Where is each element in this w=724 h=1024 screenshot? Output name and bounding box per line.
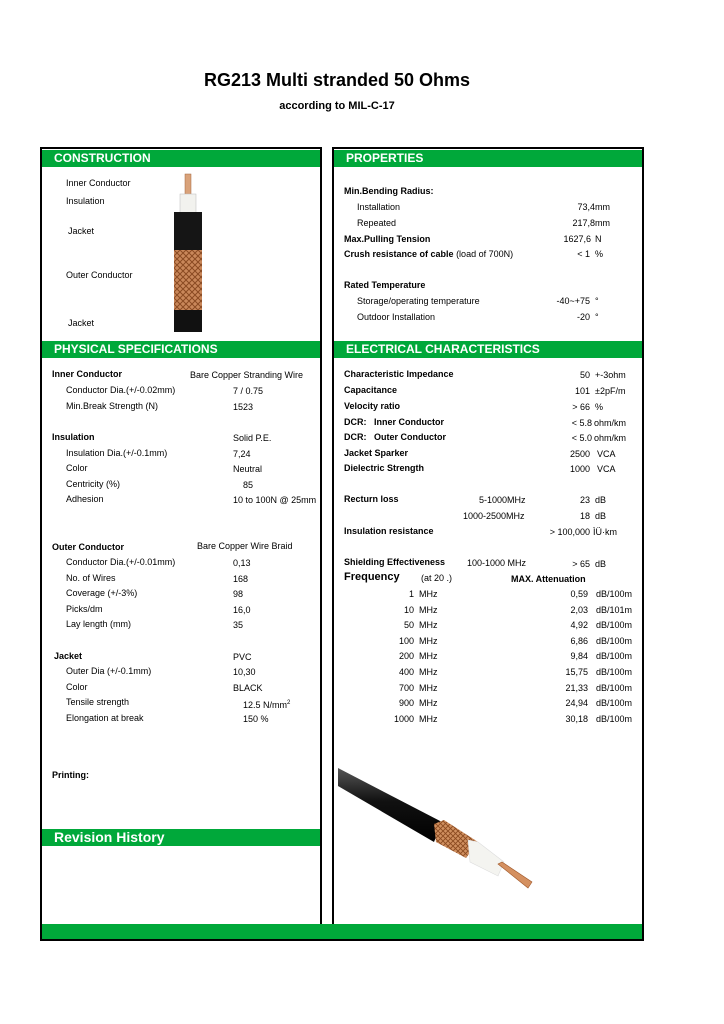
attenuation-value: 24,94 [565, 698, 588, 708]
capacitance-label: Capacitance [344, 385, 398, 395]
impedance-value: 50 [579, 370, 590, 380]
installation-unit: mm [595, 202, 610, 212]
dielectric-label: Dielectric Strength [344, 463, 425, 473]
attenuation-frequency: 100 [398, 636, 414, 646]
attenuation-frequency: 200 [398, 651, 414, 661]
adhesion-value: 10 to 100N @ 25mm [233, 495, 317, 505]
jacket-color-value: BLACK [233, 683, 263, 693]
attenuation-frequency: 700 [398, 683, 414, 693]
shielding-label: Shielding Effectiveness [344, 557, 446, 567]
centricity-label: Centricity (%) [66, 479, 121, 489]
construction-label: Insulation [66, 196, 105, 206]
construction-label: Inner Conductor [66, 178, 131, 188]
sparker-label: Jacket Sparker [344, 448, 409, 458]
printing-label: Printing: [52, 770, 89, 780]
picks-value: 16,0 [233, 605, 251, 615]
attenuation-unit: dB/100m [596, 683, 633, 693]
ins-resistance-unit: ÌÜ·km [593, 527, 617, 537]
lay-label: Lay length (mm) [66, 619, 132, 629]
attenuation-heading: MAX. Attenuation [511, 574, 586, 584]
ins-resistance-label: Insulation resistance [344, 526, 434, 536]
dielectric-value: 1000 [569, 464, 590, 474]
attenuation-value: 21,33 [565, 683, 588, 693]
adhesion-label: Adhesion [66, 494, 104, 504]
attenuation-frequency-unit: MHz [419, 683, 438, 693]
attenuation-frequency: 400 [398, 667, 414, 677]
cable-photo-illustration [338, 766, 538, 892]
dcr-outer-label: DCR: [344, 432, 367, 442]
storage-label: Storage/operating temperature [357, 296, 480, 306]
ins-dia-value: 7,24 [233, 449, 251, 459]
attenuation-frequency: 50 [403, 620, 414, 630]
construction-label: Jacket [68, 318, 95, 328]
repeated-label: Repeated [357, 218, 397, 228]
frequency-heading: Frequency [344, 571, 400, 583]
electrical-header: ELECTRICAL CHARACTERISTICS [334, 341, 642, 358]
tensile-label: Tensile strength [66, 697, 130, 707]
tensile-sup: 2 [287, 700, 291, 706]
physical-header: PHYSICAL SPECIFICATIONS [42, 341, 320, 358]
repeated-unit: mm [595, 218, 610, 228]
attenuation-frequency-unit: MHz [419, 636, 438, 646]
attenuation-unit: dB/100m [596, 636, 633, 646]
crush-value: < 1 [577, 249, 590, 259]
pulling-label: Max.Pulling Tension [344, 234, 431, 244]
coverage-label: Coverage (+/-3%) [66, 588, 138, 598]
storage-unit: ° [595, 296, 599, 306]
jacket-dia-value: 10,30 [233, 667, 256, 677]
shielding-unit: dB [595, 559, 607, 569]
tensile-value: 12.5 N/mm [243, 700, 288, 710]
dcr-outer-sub: Outer Conductor [374, 432, 447, 442]
return-loss-label: Recturn loss [344, 494, 399, 504]
attenuation-unit: dB/100m [596, 698, 633, 708]
attenuation-frequency: 10 [403, 605, 414, 615]
break-value: 1523 [233, 402, 254, 412]
return-loss-value-2: 18 [579, 511, 590, 521]
bending-heading: Min.Bending Radius: [344, 186, 434, 196]
attenuation-frequency-unit: MHz [419, 589, 438, 599]
inner-heading: Inner Conductor [52, 369, 122, 379]
revision-header: Revision History [42, 829, 320, 846]
properties-header: PROPERTIES [334, 150, 642, 167]
attenuation-frequency-unit: MHz [419, 605, 438, 615]
attenuation-value: 9,84 [570, 651, 588, 661]
repeated-value: 217,8 [572, 218, 595, 228]
elongation-value: 150 % [243, 714, 269, 724]
return-loss-unit-1: dB [595, 495, 607, 505]
attenuation-value: 2,03 [570, 605, 588, 615]
crush-note: (load of 700N) [456, 249, 514, 259]
return-loss-range-2: 1000-2500MHz [463, 511, 525, 521]
return-loss-value-1: 23 [579, 495, 590, 505]
storage-value: -40~+75 [556, 296, 590, 306]
crush-unit: % [595, 249, 604, 259]
dcr-inner-unit: ohm/km [594, 418, 627, 428]
attenuation-value: 15,75 [565, 667, 588, 677]
ins-dia-label: Insulation Dia.(+/-0.1mm) [66, 448, 168, 458]
dcr-outer-unit: ohm/km [594, 433, 627, 443]
attenuation-frequency-unit: MHz [419, 714, 438, 724]
outdoor-value: -20 [576, 312, 590, 322]
picks-label: Picks/dm [66, 604, 103, 614]
dcr-inner-value: < 5.8 [571, 418, 592, 428]
impedance-unit: +-3ohm [595, 370, 626, 380]
coverage-value: 98 [233, 589, 244, 599]
dcr-inner-sub: Inner Conductor [374, 417, 445, 427]
outer-dia-value: 0,13 [233, 558, 251, 568]
attenuation-frequency-unit: MHz [419, 698, 438, 708]
bottom-bar [42, 924, 642, 939]
attenuation-unit: dB/100m [596, 651, 633, 661]
centricity-value: 85 [243, 480, 254, 490]
inner-dia-label: Conductor Dia.(+/-0.02mm) [66, 385, 176, 395]
jacket-heading: Jacket [54, 651, 83, 661]
construction-label: Jacket [68, 226, 95, 236]
inner-dia-value: 7 / 0.75 [233, 386, 264, 396]
sparker-value: 2500 [569, 449, 590, 459]
attenuation-value: 0,59 [570, 589, 588, 599]
page-title: RG213 Multi stranded 50 Ohms [203, 70, 471, 90]
attenuation-value: 6,86 [570, 636, 588, 646]
velocity-label: Velocity ratio [344, 401, 401, 411]
shielding-value: > 65 [572, 559, 590, 569]
attenuation-value: 30,18 [565, 714, 588, 724]
jacket-dia-label: Outer Dia (+/-0.1mm) [66, 666, 152, 676]
attenuation-frequency: 1000 [393, 714, 414, 724]
outdoor-label: Outdoor Installation [357, 312, 436, 322]
jacket-color-label: Color [66, 682, 88, 692]
lay-value: 35 [233, 620, 244, 630]
attenuation-frequency-unit: MHz [419, 620, 438, 630]
attenuation-unit: dB/101m [596, 605, 633, 615]
wires-value: 168 [233, 574, 249, 584]
sparker-unit: VCA [597, 449, 616, 459]
capacitance-unit: ±2pF/m [595, 386, 626, 396]
outdoor-unit: ° [595, 312, 599, 322]
outer-value: Bare Copper Wire Braid [197, 541, 293, 551]
ins-color-label: Color [66, 463, 88, 473]
column-divider [320, 147, 334, 925]
attenuation-unit: dB/100m [596, 620, 633, 630]
outer-heading: Outer Conductor [52, 542, 124, 552]
return-loss-range-1: 5-1000MHz [479, 495, 526, 505]
elongation-label: Elongation at break [66, 713, 144, 723]
wires-label: No. of Wires [66, 573, 116, 583]
pulling-unit: N [595, 234, 602, 244]
page-subtitle: according to MIL-C-17 [279, 100, 395, 112]
velocity-value: > 66 [572, 402, 590, 412]
cable-layers-illustration [168, 172, 208, 334]
insulation-value: Solid P.E. [233, 433, 272, 443]
outer-dia-label: Conductor Dia.(+/-0.01mm) [66, 557, 176, 567]
dcr-inner-label: DCR: [344, 417, 367, 427]
installation-value: 73,4 [577, 202, 595, 212]
attenuation-frequency-unit: MHz [419, 667, 438, 677]
frequency-note: (at 20 .) [421, 573, 453, 583]
ins-resistance-value: > 100,000 [549, 527, 590, 537]
inner-value: Bare Copper Stranding Wire [190, 370, 304, 380]
crush-label: Crush resistance of cable [344, 249, 454, 259]
jacket-value: PVC [233, 652, 252, 662]
attenuation-frequency: 1 [408, 589, 414, 599]
capacitance-value: 101 [574, 386, 590, 396]
impedance-label: Characteristic Impedance [344, 369, 454, 379]
break-label: Min.Break Strength (N) [66, 401, 159, 411]
dielectric-unit: VCA [597, 464, 616, 474]
dcr-outer-value: < 5.0 [571, 433, 592, 443]
attenuation-frequency: 900 [398, 698, 414, 708]
insulation-heading: Insulation [52, 432, 95, 442]
ins-color-value: Neutral [233, 464, 263, 474]
attenuation-unit: dB/100m [596, 667, 633, 677]
velocity-unit: % [595, 402, 604, 412]
shielding-range: 100-1000 MHz [467, 558, 527, 568]
return-loss-unit-2: dB [595, 511, 607, 521]
attenuation-unit: dB/100m [596, 589, 633, 599]
pulling-value: 1627,6 [563, 234, 591, 244]
attenuation-unit: dB/100m [596, 714, 633, 724]
installation-label: Installation [357, 202, 401, 212]
construction-label: Outer Conductor [66, 270, 133, 280]
construction-header: CONSTRUCTION [42, 150, 320, 167]
rated-heading: Rated Temperature [344, 280, 426, 290]
attenuation-value: 4,92 [570, 620, 588, 630]
attenuation-frequency-unit: MHz [419, 651, 438, 661]
